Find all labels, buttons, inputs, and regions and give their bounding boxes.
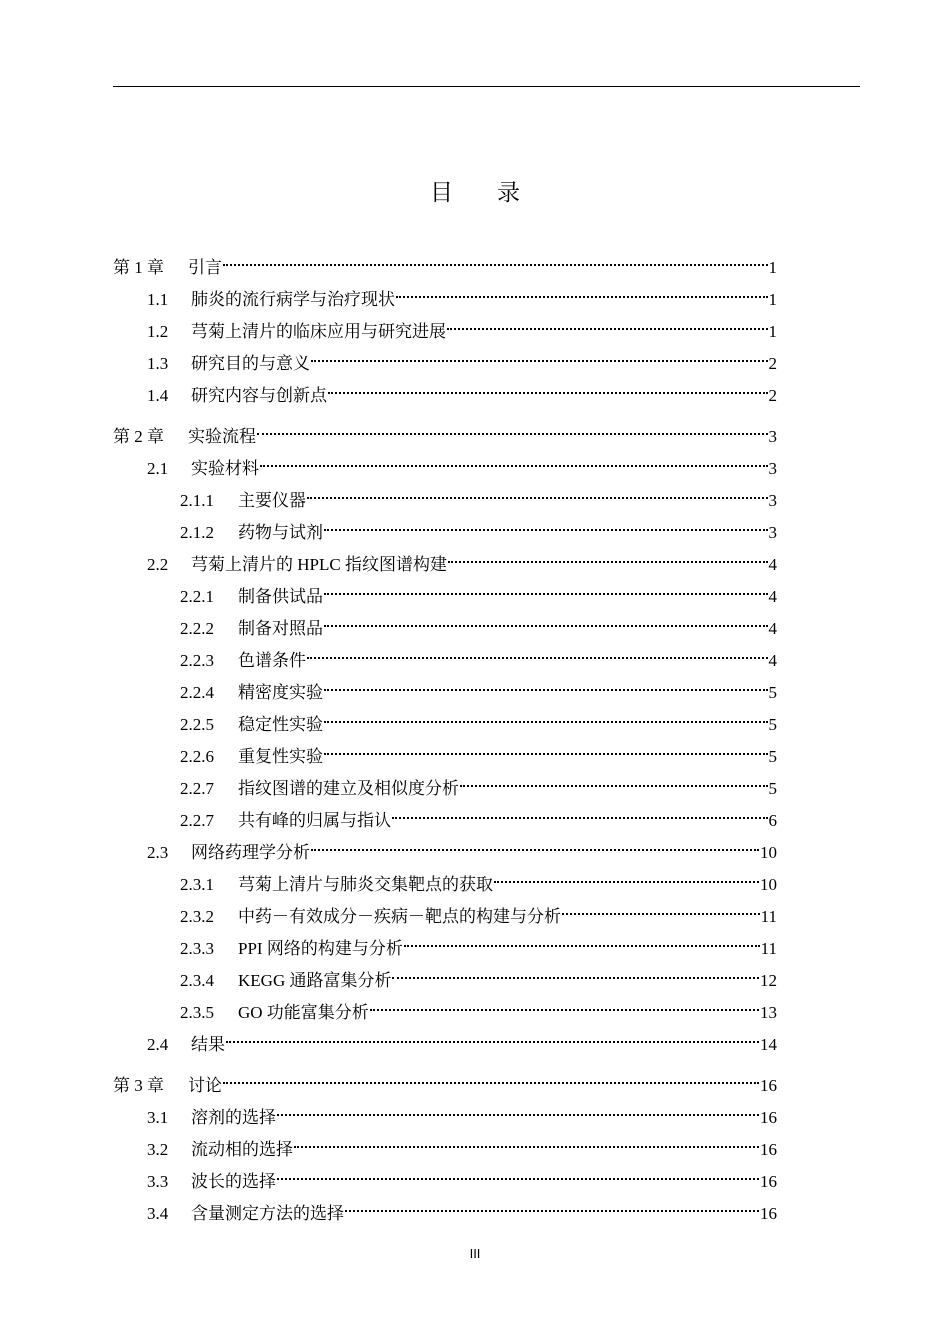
toc-section-entry[interactable]: [180, 480, 777, 510]
toc-entry-number: 2.3.5: [180, 1003, 214, 1022]
dot-leader: [307, 640, 768, 666]
toc-entry-number: 2.2.3: [180, 651, 214, 670]
dot-leader: [324, 512, 768, 538]
toc-entry-title: 主要仪器: [238, 491, 306, 510]
dot-leader: [307, 480, 768, 506]
toc-entry-number: 2.3.4: [180, 971, 214, 990]
toc-entry-number: 2.3: [147, 843, 169, 862]
toc-section-entry[interactable]: [147, 375, 777, 405]
dot-leader: [257, 416, 768, 442]
toc-entry-number: 第 1 章: [113, 258, 164, 277]
toc-entry-number: 2.3.3: [180, 939, 214, 958]
toc-entry-title: 精密度实验: [238, 683, 323, 702]
dot-leader: [324, 608, 768, 634]
toc-entry-number: 3.3: [147, 1172, 169, 1191]
dot-leader: [223, 1065, 759, 1091]
toc-entry-number: 3.1: [147, 1108, 169, 1127]
toc-section-entry[interactable]: [180, 928, 777, 958]
toc-entry-number: 2.2.7: [180, 811, 214, 830]
dot-leader: [396, 279, 768, 305]
toc-entry-title: 芎菊上清片的 HPLC 指纹图谱构建: [191, 555, 447, 574]
toc-entry-page: 13: [760, 1003, 777, 1022]
dot-leader: [494, 864, 759, 890]
toc-entry-number: 1.1: [147, 290, 169, 309]
toc-chapter-entry[interactable]: [113, 247, 777, 277]
dot-leader: [447, 311, 768, 337]
toc-entry-title: 指纹图谱的建立及相似度分析: [238, 779, 459, 798]
toc-entry-title: PPI 网络的构建与分析: [238, 939, 403, 958]
dot-leader: [324, 736, 768, 762]
toc-entry-title: 结果: [191, 1035, 225, 1054]
toc-section-entry[interactable]: [147, 1129, 777, 1159]
page-number: III: [469, 1246, 481, 1261]
dot-leader: [460, 768, 768, 794]
toc-section-entry[interactable]: [180, 576, 777, 606]
toc-entry-page: 5: [768, 683, 777, 702]
toc-section-entry[interactable]: [180, 608, 777, 638]
toc-entry-page: 1: [768, 322, 777, 341]
toc-entry-page: 6: [768, 811, 777, 830]
toc-entry-page: 4: [768, 651, 777, 670]
toc-section-entry[interactable]: [180, 992, 777, 1022]
toc-section-entry[interactable]: [147, 544, 777, 574]
toc-section-entry[interactable]: [180, 512, 777, 542]
toc-entry-number: 2.2.4: [180, 683, 214, 702]
toc-entry-title: 稳定性实验: [238, 715, 323, 734]
toc-entry-title: 制备对照品: [238, 619, 323, 638]
toc-entry-title: 色谱条件: [238, 651, 306, 670]
toc-entry-page: 11: [760, 907, 777, 926]
dot-leader: [311, 343, 768, 369]
toc-entry-page: 16: [760, 1076, 777, 1095]
toc-section-entry[interactable]: [147, 832, 777, 862]
toc-section-entry[interactable]: [147, 448, 777, 478]
title-char-1: 目: [430, 180, 453, 205]
toc-section-entry[interactable]: [147, 1193, 777, 1223]
toc-entry-number: 1.3: [147, 354, 169, 373]
toc-entry-title: 中药－有效成分－疾病－靶点的构建与分析: [238, 907, 561, 926]
toc-section-entry[interactable]: [180, 736, 777, 766]
toc-entry-title: GO 功能富集分析: [238, 1003, 369, 1022]
toc-entry-title: 网络药理学分析: [191, 843, 310, 862]
toc-entry-title: 流动相的选择: [191, 1140, 293, 1159]
toc-entry-number: 2.2.6: [180, 747, 214, 766]
toc-entry-number: 1.2: [147, 322, 169, 341]
toc-section-entry[interactable]: [147, 1097, 777, 1127]
toc-section-entry[interactable]: [147, 279, 777, 309]
toc-chapter-entry[interactable]: [113, 416, 777, 446]
dot-leader: [311, 832, 759, 858]
toc-entry-number: 3.4: [147, 1204, 169, 1223]
toc-entry-title: 研究内容与创新点: [191, 386, 327, 405]
toc-entry-page: 10: [760, 875, 777, 894]
dot-leader: [294, 1129, 759, 1155]
toc-entry-title: 共有峰的归属与指认: [238, 811, 391, 830]
dot-leader: [392, 800, 768, 826]
toc-entry-title: 药物与试剂: [238, 523, 323, 542]
dot-leader: [324, 704, 768, 730]
toc-entry-page: 1: [768, 258, 777, 277]
dot-leader: [448, 544, 768, 570]
toc-section-entry[interactable]: [180, 704, 777, 734]
toc-entry-number: 2.2.2: [180, 619, 214, 638]
toc-entry-page: 5: [768, 779, 777, 798]
toc-entry-page: 2: [768, 386, 777, 405]
toc-entry-page: 3: [768, 427, 777, 446]
toc-entry-number: 2.1: [147, 459, 169, 478]
dot-leader: [277, 1161, 759, 1187]
dot-leader: [328, 375, 768, 401]
toc-entry-number: 第 2 章: [113, 427, 164, 446]
toc-entry-title: 制备供试品: [238, 587, 323, 606]
toc-entry-page: 4: [768, 587, 777, 606]
toc-section-entry[interactable]: [147, 1161, 777, 1191]
toc-section-entry[interactable]: [180, 768, 777, 798]
toc-entry-number: 3.2: [147, 1140, 169, 1159]
toc-entry-title: 芎菊上清片与肺炎交集靶点的获取: [238, 875, 493, 894]
toc-entry-title: 肺炎的流行病学与治疗现状: [191, 290, 395, 309]
toc-entry-page: 16: [760, 1172, 777, 1191]
toc-section-entry[interactable]: [147, 343, 777, 373]
toc-entry-title: 芎菊上清片的临床应用与研究进展: [191, 322, 446, 341]
dot-leader: [404, 928, 760, 954]
toc-entry-page: 3: [768, 523, 777, 542]
dot-leader: [223, 247, 768, 273]
toc-entry-page: 16: [760, 1204, 777, 1223]
toc-entry-number: 2.2.5: [180, 715, 214, 734]
toc-entry-page: 5: [768, 747, 777, 766]
toc-section-entry[interactable]: [180, 800, 777, 830]
toc-entry-title: KEGG 通路富集分析: [238, 971, 392, 990]
dot-leader: [260, 448, 768, 474]
toc-section-entry[interactable]: [180, 640, 777, 670]
toc-entry-page: 2: [768, 354, 777, 373]
toc-section-entry[interactable]: [180, 672, 777, 702]
toc-entry-number: 第 3 章: [113, 1076, 164, 1095]
toc-section-entry[interactable]: [180, 864, 777, 894]
toc-section-entry[interactable]: [180, 960, 777, 990]
toc-entry-number: 2.2.1: [180, 587, 214, 606]
dot-leader: [392, 960, 759, 986]
toc-entry-page: 11: [760, 939, 777, 958]
toc-entry-page: 5: [768, 715, 777, 734]
toc-entry-page: 14: [760, 1035, 777, 1054]
dot-leader: [345, 1193, 759, 1219]
toc-entry-page: 4: [768, 555, 777, 574]
toc-entry-title: 讨论: [188, 1076, 222, 1095]
dot-leader: [370, 992, 759, 1018]
toc-entry-title: 溶剂的选择: [191, 1108, 276, 1127]
dot-leader: [324, 672, 768, 698]
toc-entry-title: 实验流程: [188, 427, 256, 446]
toc-entry-number: 2.1.1: [180, 491, 214, 510]
dot-leader: [324, 576, 768, 602]
toc-section-entry[interactable]: [147, 1024, 777, 1054]
toc-entry-number: 1.4: [147, 386, 169, 405]
toc-section-entry[interactable]: [180, 896, 777, 926]
toc-entry-page: 4: [768, 619, 777, 638]
toc-entry-number: 2.3.2: [180, 907, 214, 926]
toc-entry-number: 2.1.2: [180, 523, 214, 542]
toc-section-entry[interactable]: [147, 311, 777, 341]
toc-entry-number: 2.4: [147, 1035, 169, 1054]
toc-chapter-entry[interactable]: [113, 1065, 777, 1095]
toc-entry-page: 1: [768, 290, 777, 309]
toc-entry-title: 波长的选择: [191, 1172, 276, 1191]
toc-entry-title: 含量测定方法的选择: [191, 1204, 344, 1223]
toc-entry-page: 12: [760, 971, 777, 990]
toc-entry-page: 3: [768, 491, 777, 510]
title-char-2: 录: [497, 180, 520, 205]
dot-leader: [226, 1024, 759, 1050]
toc-entry-number: 2.2.7: [180, 779, 214, 798]
toc-entry-page: 16: [760, 1140, 777, 1159]
toc-entry-page: 16: [760, 1108, 777, 1127]
dot-leader: [562, 896, 760, 922]
dot-leader: [277, 1097, 759, 1123]
toc-entry-title: 实验材料: [191, 459, 259, 478]
toc-entry-number: 2.2: [147, 555, 169, 574]
toc-entry-page: 10: [760, 843, 777, 862]
toc-entry-title: 重复性实验: [238, 747, 323, 766]
toc-entry-number: 2.3.1: [180, 875, 214, 894]
toc-entry-page: 3: [768, 459, 777, 478]
toc-entry-title: 引言: [188, 258, 222, 277]
toc-entry-title: 研究目的与意义: [191, 354, 310, 373]
